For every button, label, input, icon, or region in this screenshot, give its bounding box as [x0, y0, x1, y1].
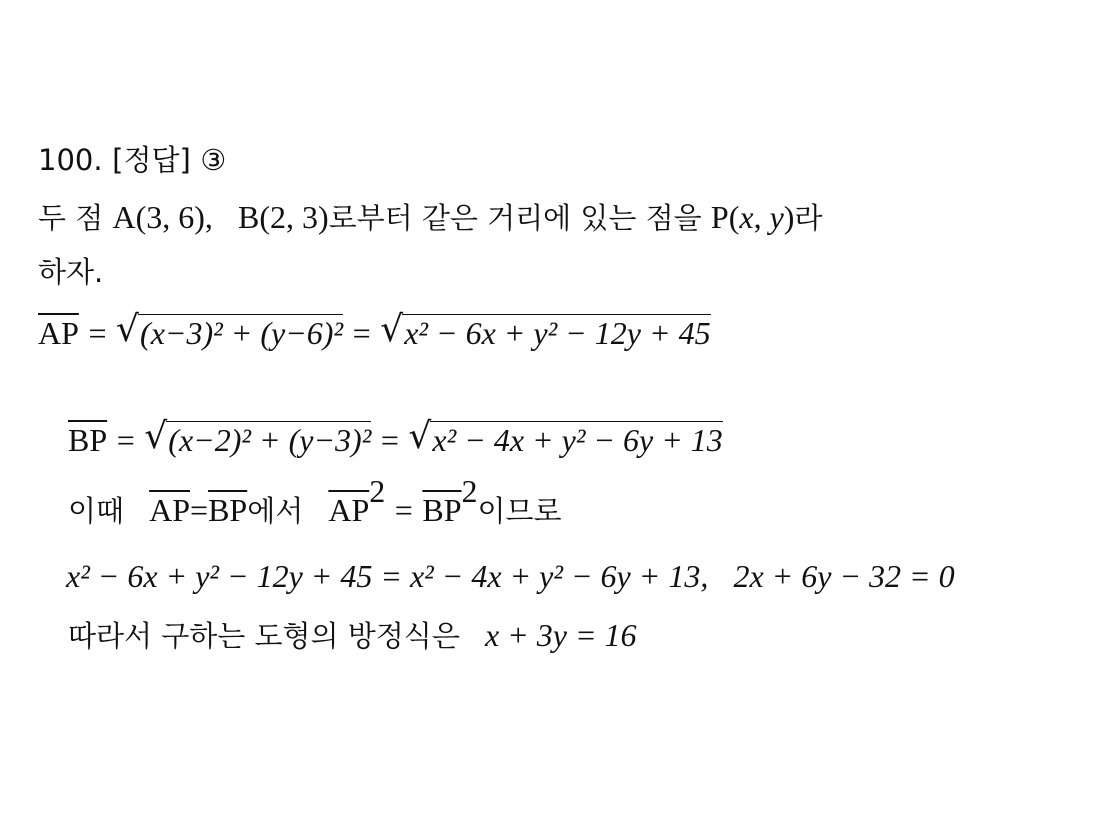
radical-ap-1: √ (x−3)² + (y−6)² [116, 309, 344, 351]
point-p-post: ) [783, 199, 795, 235]
intro-line-1 [38, 197, 822, 237]
segment-ap: $\overline{AP}$ [149, 492, 191, 528]
intro-text-3: 라 [794, 201, 823, 235]
intro-line-2 [38, 252, 103, 292]
equals-sign: = [116, 422, 135, 458]
problem-number: 100. [38, 143, 103, 177]
point-b: B(2, 3) [237, 199, 329, 235]
point-p-pre: P( [710, 199, 740, 235]
simplified-equation: 2x + 6y − 32 = 0 [733, 558, 955, 594]
conclusion-text: 따라서 구하는 도형의 방정식은 [68, 619, 460, 653]
intro-text-4: 하자. [38, 255, 104, 289]
equals-sign: = [380, 422, 399, 458]
point-p-mid: , [753, 199, 770, 235]
segment-ap: $\overline{AP}$ [38, 315, 79, 351]
segment-bp: $\overline{BP}$ [208, 492, 248, 528]
condition-text-3: 이므로 [477, 494, 562, 528]
intro-text-2: 로부터 같은 거리에 있는 점을 [328, 201, 711, 235]
exponent: 2 [461, 472, 478, 509]
expanded-equation-line [66, 556, 955, 596]
segment-bp: $\overline{BP}$ [422, 492, 462, 528]
radical-bp-1: √ (x−2)² + (y−3)² [144, 416, 372, 458]
answer-label: [정답] [112, 143, 191, 177]
equals-sign: = [352, 315, 371, 351]
condition-text-2: 에서 [247, 494, 304, 528]
segment-bp: $\overline{BP}$ [68, 422, 108, 458]
exponent: 2 [369, 472, 386, 509]
condition-text-1: 이때 [68, 494, 125, 528]
conclusion-line [68, 615, 637, 655]
problem-header [38, 140, 226, 180]
point-a: A(3, 6), [112, 199, 213, 235]
point-p-x: x [739, 199, 754, 235]
segment-ap: $\overline{AP}$ [328, 492, 370, 528]
point-p-y: y [769, 199, 784, 235]
radical-bp-2: √ x² − 4x + y² − 6y + 13 [408, 416, 723, 458]
bp-distance-equation [68, 416, 723, 460]
equals-sign: = [190, 492, 209, 528]
final-equation: x + 3y = 16 [484, 617, 637, 653]
equals-sign: = [88, 315, 107, 351]
intro-text-1: 두 점 [38, 201, 113, 235]
equals-sign: = [394, 492, 413, 528]
ap-distance-equation [38, 309, 711, 353]
radical-ap-2: √ x² − 6x + y² − 12y + 45 [380, 309, 711, 351]
answer-mark: ③ [200, 143, 227, 177]
condition-line [68, 472, 562, 530]
expanded-equation: x² − 6x + y² − 12y + 45 = x² − 4x + y² − 6y + 13, [66, 558, 709, 594]
